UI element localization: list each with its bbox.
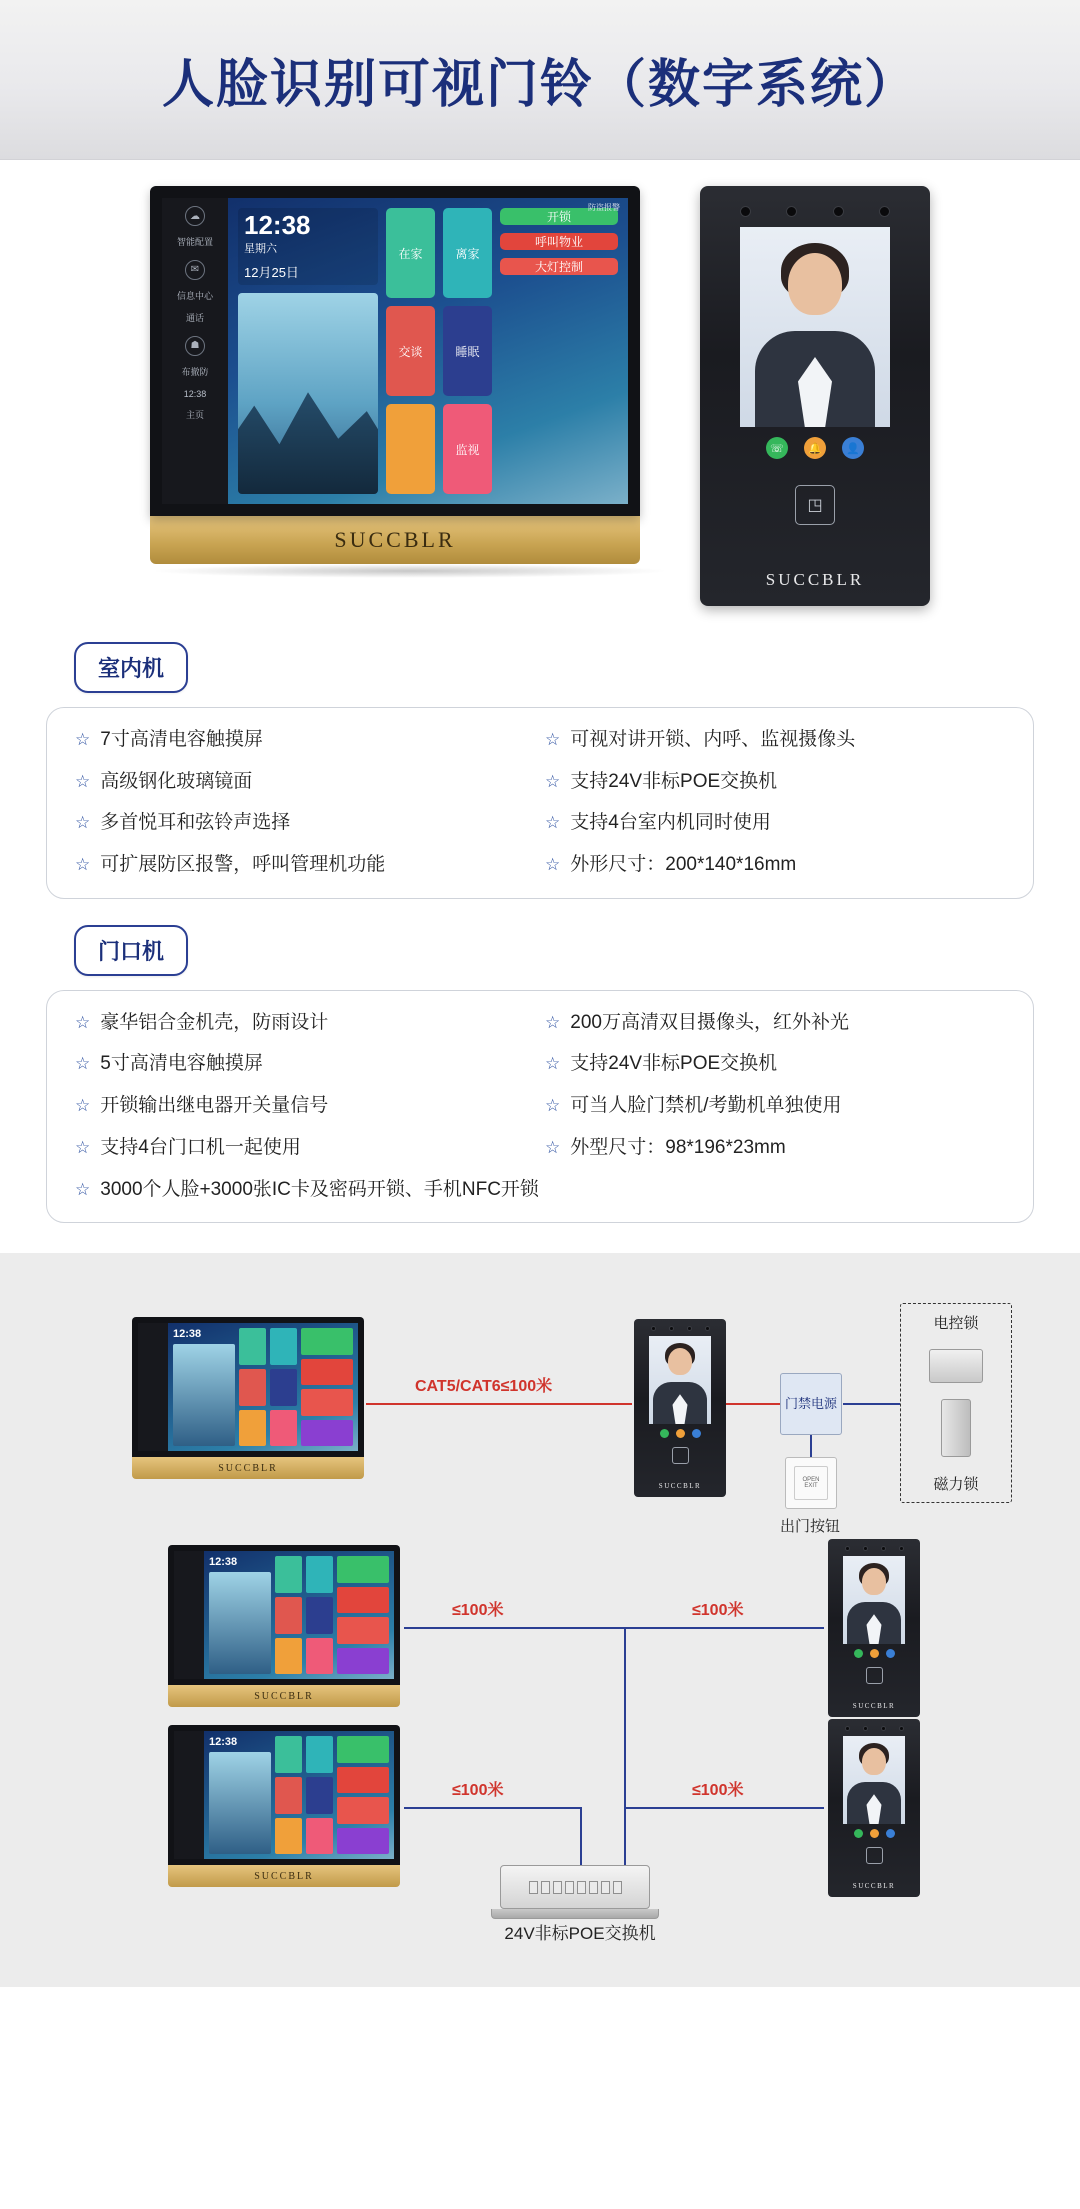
indoor-monitor-photo bbox=[150, 186, 640, 578]
spec-item bbox=[545, 728, 1005, 753]
star-icon: ☆ bbox=[75, 1012, 91, 1032]
diagram-tile bbox=[306, 1597, 333, 1634]
diagram-door-body bbox=[828, 1719, 920, 1897]
spec-text: 可当人脸门禁机/考勤机单独使用 bbox=[570, 1095, 842, 1117]
cable-line-lock bbox=[843, 1403, 903, 1405]
diagram-tile bbox=[337, 1617, 389, 1644]
spec-text: 支持24V非标POE交换机 bbox=[570, 770, 778, 792]
diagram-tile bbox=[337, 1736, 389, 1763]
diagram-tile bbox=[270, 1328, 297, 1365]
indoor-brand-label: SUCCBLR bbox=[150, 516, 640, 564]
nfc-reader-icon bbox=[866, 1667, 883, 1684]
diagram-indoor-screen bbox=[174, 1731, 394, 1859]
diagram-tile bbox=[275, 1556, 302, 1593]
ir-led-icon bbox=[740, 206, 751, 217]
diagram-door-brand: SUCCBLR bbox=[852, 1702, 896, 1711]
star-icon: ☆ bbox=[545, 855, 561, 875]
message-icon: ✉ bbox=[185, 260, 205, 280]
tile-talk[interactable]: 交谈 bbox=[386, 306, 435, 396]
diagram-clock: 12:38 bbox=[209, 1556, 238, 1569]
spec-item bbox=[75, 728, 535, 753]
cable-line-a-right bbox=[626, 1627, 824, 1629]
switch-port bbox=[541, 1881, 550, 1894]
tile-monitor[interactable]: 监视 bbox=[443, 404, 492, 494]
ir-led-icon bbox=[651, 1326, 656, 1331]
shield-icon: ☗ bbox=[185, 336, 205, 356]
indoor-monitor-body bbox=[150, 186, 640, 516]
diagram-indoor-screen bbox=[138, 1323, 358, 1451]
lock-electric-label: 电控锁 bbox=[933, 1315, 979, 1333]
camera-lens-icon bbox=[863, 1546, 868, 1551]
spec-text: 支持24V非标POE交换机 bbox=[570, 1053, 778, 1075]
camera-sensor-row bbox=[722, 206, 908, 217]
user-icon[interactable]: 👤 bbox=[842, 437, 864, 459]
sidebar-label-1: 信息中心 bbox=[176, 290, 213, 301]
spec-item bbox=[545, 1094, 1005, 1119]
diagram-door-body bbox=[634, 1319, 726, 1497]
diagram-door-station bbox=[634, 1319, 726, 1497]
spec-text: 开锁输出继电器开关量信号 bbox=[100, 1095, 329, 1117]
diagram-indoor-brand: SUCCBLR bbox=[168, 1685, 400, 1707]
clock-date: 12月25日 bbox=[244, 265, 299, 280]
switch-port bbox=[601, 1881, 610, 1894]
user-icon bbox=[692, 1429, 701, 1438]
diagram-tile bbox=[337, 1556, 389, 1583]
star-icon: ☆ bbox=[75, 1179, 91, 1199]
cable-label-2: ≤100米 bbox=[692, 1602, 744, 1620]
star-icon: ☆ bbox=[75, 1096, 91, 1116]
camera-lens-2-icon bbox=[833, 206, 844, 217]
star-icon: ☆ bbox=[545, 730, 561, 749]
lock-options-group bbox=[900, 1303, 1012, 1503]
spec-item bbox=[545, 1136, 1005, 1161]
diagram-action-column bbox=[301, 1328, 353, 1446]
tile-away[interactable]: 离家 bbox=[443, 208, 492, 298]
face-head-shape bbox=[862, 1748, 886, 1775]
star-icon: ☆ bbox=[75, 771, 91, 791]
spec-item bbox=[75, 853, 535, 878]
switch-port bbox=[529, 1881, 538, 1894]
nfc-reader-icon bbox=[866, 1847, 883, 1864]
diagram-tile bbox=[270, 1410, 297, 1447]
indoor-shadow bbox=[150, 564, 670, 578]
switch-port bbox=[565, 1881, 574, 1894]
camera-lens-icon bbox=[786, 206, 797, 217]
light-sensor-icon bbox=[705, 1326, 710, 1331]
nfc-reader-icon bbox=[672, 1447, 689, 1464]
clock-weekday: 星期六 bbox=[244, 243, 277, 255]
poe-switch-label: 24V非标POE交换机 bbox=[504, 1924, 656, 1944]
diagram-door-screen bbox=[843, 1556, 905, 1644]
nfc-reader-icon: ◳ bbox=[795, 485, 835, 525]
spec-item bbox=[75, 1052, 535, 1077]
diagram-tile bbox=[337, 1648, 389, 1675]
section-title-door: 门口机 bbox=[74, 925, 188, 976]
ir-led-icon bbox=[845, 1726, 850, 1731]
diagram-sensor-row bbox=[644, 1326, 716, 1331]
diagram-indoor-sidebar bbox=[138, 1323, 168, 1451]
exit-button-face: OPEN EXIT bbox=[794, 1466, 828, 1500]
diagram-indoor-body bbox=[168, 1545, 400, 1685]
diagram-tile bbox=[306, 1556, 333, 1593]
tile-light-control[interactable]: 大灯控制 bbox=[500, 258, 618, 275]
wallpaper-image bbox=[238, 293, 378, 494]
ir-led-icon bbox=[845, 1546, 850, 1551]
diagram-wallpaper bbox=[209, 1572, 271, 1674]
diagram-tile bbox=[301, 1420, 353, 1447]
diagram-door-icons bbox=[660, 1429, 701, 1438]
diagram-indoor-body bbox=[168, 1725, 400, 1865]
star-icon: ☆ bbox=[545, 1054, 561, 1074]
door-spec-list bbox=[46, 990, 1034, 1223]
light-sensor-icon bbox=[899, 1546, 904, 1551]
camera-lens-2-icon bbox=[687, 1326, 692, 1331]
diagram-indoor-monitor-a bbox=[168, 1545, 400, 1707]
diagram-tiles bbox=[275, 1736, 333, 1854]
diagram-indoor-main bbox=[204, 1731, 394, 1859]
diagram-door-screen bbox=[843, 1736, 905, 1824]
user-icon bbox=[886, 1829, 895, 1838]
diagram-tile bbox=[275, 1736, 302, 1773]
camera-lens-2-icon bbox=[881, 1726, 886, 1731]
spec-text: 可视对讲开锁、内呼、监视摄像头 bbox=[570, 729, 856, 750]
bell-icon[interactable]: 🔔 bbox=[804, 437, 826, 459]
poe-switch-device bbox=[500, 1865, 659, 1919]
indoor-screen-main bbox=[228, 198, 628, 504]
diagram-clock: 12:38 bbox=[209, 1736, 238, 1749]
diagram-clock-column bbox=[209, 1556, 271, 1674]
diagram-indoor-screen bbox=[174, 1551, 394, 1679]
star-icon: ☆ bbox=[545, 771, 561, 791]
diagram-indoor-main bbox=[204, 1551, 394, 1679]
product-photo-band bbox=[0, 160, 1080, 616]
diagram-tile bbox=[337, 1797, 389, 1824]
tile-unlock[interactable]: 开锁 bbox=[500, 208, 618, 225]
diagram-tiles bbox=[275, 1556, 333, 1674]
call-icon bbox=[854, 1649, 863, 1658]
diagram-tile bbox=[306, 1736, 333, 1773]
cable-label-cat5: CAT5/CAT6≤100米 bbox=[415, 1378, 553, 1396]
diagram-action-column bbox=[337, 1556, 389, 1674]
section-title-indoor: 室内机 bbox=[74, 642, 188, 693]
bell-icon bbox=[676, 1429, 685, 1438]
diagram-door-station-a bbox=[828, 1539, 920, 1717]
diagram-tile bbox=[337, 1828, 389, 1855]
wiring-diagram-band bbox=[0, 1253, 1080, 1987]
cable-label-1: ≤100米 bbox=[452, 1602, 504, 1620]
diagram-indoor-brand: SUCCBLR bbox=[132, 1457, 364, 1479]
clock-time: 12:38 bbox=[244, 210, 311, 240]
magnetic-lock-icon bbox=[941, 1399, 971, 1457]
light-sensor-icon bbox=[899, 1726, 904, 1731]
diagram-indoor-monitor bbox=[132, 1317, 364, 1479]
spec-item bbox=[545, 853, 1005, 878]
spec-item bbox=[75, 1136, 535, 1161]
cable-line-power bbox=[726, 1403, 780, 1405]
spec-text: 多首悦耳和弦铃声选择 bbox=[100, 812, 291, 834]
cable-line-b-right bbox=[626, 1807, 824, 1809]
tile-grid bbox=[386, 208, 492, 494]
diagram-tile bbox=[306, 1638, 333, 1675]
diagram-indoor-body bbox=[132, 1317, 364, 1457]
spec-item bbox=[75, 1094, 535, 1119]
poe-switch-body bbox=[500, 1865, 650, 1909]
spec-text: 5寸高清电容触摸屏 bbox=[100, 1053, 263, 1075]
cable-line-trunk-left bbox=[624, 1627, 626, 1753]
diagram-tile bbox=[275, 1638, 302, 1675]
spec-text: 豪华铝合金机壳，防雨设计 bbox=[100, 1011, 329, 1033]
spec-text: 支持4台门口机一起使用 bbox=[100, 1136, 301, 1158]
star-icon: ☆ bbox=[75, 813, 91, 833]
bell-icon bbox=[870, 1649, 879, 1658]
diagram-door-screen bbox=[649, 1336, 711, 1424]
star-icon: ☆ bbox=[75, 855, 91, 875]
spec-item bbox=[75, 1178, 1005, 1203]
diagram-wallpaper bbox=[173, 1344, 235, 1446]
exit-button-label: 出门按钮 bbox=[779, 1518, 840, 1536]
diagram-tile bbox=[275, 1777, 302, 1814]
diagram-tile bbox=[301, 1389, 353, 1416]
lock-magnetic-label: 磁力锁 bbox=[933, 1476, 979, 1494]
indoor-spec-list bbox=[46, 707, 1034, 899]
cable-line-down-b bbox=[580, 1807, 582, 1873]
diagram-tile bbox=[239, 1410, 266, 1447]
cable-line-cat5 bbox=[366, 1403, 632, 1405]
cable-line-a-left bbox=[404, 1627, 626, 1629]
diagram-tile bbox=[337, 1767, 389, 1794]
switch-port bbox=[589, 1881, 598, 1894]
diagram-tile bbox=[275, 1818, 302, 1855]
star-icon: ☆ bbox=[545, 1012, 561, 1032]
diagram-clock-column bbox=[209, 1736, 271, 1854]
spec-text: 高级钢化玻璃镜面 bbox=[100, 770, 253, 792]
diagram-tile bbox=[306, 1777, 333, 1814]
star-icon: ☆ bbox=[75, 730, 91, 749]
door-station-body bbox=[700, 186, 930, 606]
user-icon bbox=[886, 1649, 895, 1658]
tile-home[interactable]: 在家 bbox=[386, 208, 435, 298]
diagram-door-body bbox=[828, 1539, 920, 1717]
sidebar-label-3: 布撤防 bbox=[181, 366, 209, 377]
door-brand-label: SUCCBLR bbox=[765, 570, 865, 589]
diagram-tile bbox=[306, 1818, 333, 1855]
face-head-shape bbox=[668, 1348, 692, 1375]
spec-item bbox=[75, 770, 535, 795]
spec-item bbox=[75, 811, 535, 836]
diagram-clock-column bbox=[173, 1328, 235, 1446]
spec-item bbox=[545, 811, 1005, 836]
wiring-diagram-single bbox=[0, 1287, 1080, 1536]
diagram-tile bbox=[239, 1369, 266, 1406]
spec-item bbox=[75, 1011, 535, 1036]
access-power-supply: 门禁电源 bbox=[780, 1373, 842, 1435]
switch-port-row bbox=[529, 1881, 622, 1894]
star-icon: ☆ bbox=[545, 813, 561, 833]
spec-text: 外型尺寸：98*196*23mm bbox=[570, 1136, 786, 1158]
call-icon bbox=[854, 1829, 863, 1838]
call-icon bbox=[660, 1429, 669, 1438]
diagram-indoor-brand: SUCCBLR bbox=[168, 1865, 400, 1887]
diagram-door-icons bbox=[854, 1649, 895, 1658]
sidebar-label-home: 主页 bbox=[185, 410, 204, 421]
door-icon-row bbox=[766, 437, 864, 459]
indoor-screen-sidebar bbox=[162, 198, 228, 504]
switch-port bbox=[613, 1881, 622, 1894]
spec-text: 7寸高清电容触摸屏 bbox=[100, 729, 263, 750]
diagram-tiles bbox=[239, 1328, 297, 1446]
face-head-shape bbox=[788, 253, 842, 315]
sidebar-label-0: 智能配置 bbox=[176, 237, 213, 247]
diagram-action-column bbox=[337, 1736, 389, 1854]
cable-label-3: ≤100米 bbox=[452, 1782, 504, 1800]
diagram-clock: 12:38 bbox=[173, 1328, 202, 1341]
diagram-door-brand: SUCCBLR bbox=[658, 1482, 702, 1491]
diagram-tile bbox=[337, 1587, 389, 1614]
switch-port bbox=[577, 1881, 586, 1894]
diagram-indoor-monitor-b bbox=[168, 1725, 400, 1887]
diagram-wallpaper bbox=[209, 1752, 271, 1854]
diagram-tile bbox=[239, 1328, 266, 1365]
action-column bbox=[500, 208, 618, 494]
poe-switch-base bbox=[491, 1909, 659, 1919]
diagram-indoor-main bbox=[168, 1323, 358, 1451]
status-badge: 防盗报警 bbox=[588, 203, 620, 212]
light-sensor-icon bbox=[879, 206, 890, 217]
diagram-door-station-b bbox=[828, 1719, 920, 1897]
star-icon: ☆ bbox=[75, 1054, 91, 1074]
diagram-sensor-row bbox=[838, 1726, 910, 1731]
cable-line-down-a bbox=[624, 1753, 626, 1873]
cable-line-b-left bbox=[404, 1807, 582, 1809]
cable-label-4: ≤100米 bbox=[692, 1782, 744, 1800]
diagram-tile bbox=[301, 1328, 353, 1355]
cloud-icon: ☁ bbox=[185, 206, 205, 226]
camera-lens-2-icon bbox=[881, 1546, 886, 1551]
clock-column bbox=[238, 208, 378, 494]
face-head-shape bbox=[862, 1568, 886, 1595]
page-title: 人脸识别可视门铃（数字系统） bbox=[161, 54, 918, 115]
star-icon: ☆ bbox=[545, 1096, 561, 1116]
star-icon: ☆ bbox=[75, 1137, 91, 1157]
spec-text: 外形尺寸：200*140*16mm bbox=[570, 854, 797, 876]
door-station-photo bbox=[700, 186, 930, 606]
spec-text: 3000个人脸+3000张IC卡及密码开锁、手机NFC开锁 bbox=[100, 1178, 539, 1200]
diagram-door-icons bbox=[854, 1829, 895, 1838]
spec-item bbox=[545, 770, 1005, 795]
star-icon: ☆ bbox=[545, 1137, 561, 1157]
call-icon[interactable]: ☏ bbox=[766, 437, 788, 459]
spec-item bbox=[545, 1011, 1005, 1036]
spec-text: 支持4台室内机同时使用 bbox=[570, 812, 771, 834]
diagram-tile bbox=[301, 1359, 353, 1386]
clock-card bbox=[238, 208, 378, 285]
door-spec-section bbox=[0, 899, 1080, 1223]
diagram-door-brand: SUCCBLR bbox=[852, 1882, 896, 1891]
spec-text: 可扩展防区报警，呼叫管理机功能 bbox=[100, 854, 386, 876]
cable-line-exit bbox=[810, 1435, 812, 1457]
tile-extra-1[interactable] bbox=[386, 404, 435, 494]
bell-icon bbox=[870, 1829, 879, 1838]
diagram-tile bbox=[275, 1597, 302, 1634]
door-station-screen bbox=[740, 227, 890, 427]
camera-lens-icon bbox=[863, 1726, 868, 1731]
tile-sleep[interactable]: 睡眠 bbox=[443, 306, 492, 396]
page-header bbox=[0, 0, 1080, 160]
tile-call-property[interactable]: 呼叫物业 bbox=[500, 233, 618, 250]
diagram-indoor-sidebar bbox=[174, 1551, 204, 1679]
electric-lock-icon bbox=[929, 1349, 983, 1383]
diagram-indoor-sidebar bbox=[174, 1731, 204, 1859]
indoor-monitor-screen bbox=[162, 198, 628, 504]
wiring-diagram-multi bbox=[0, 1527, 1080, 1947]
switch-port bbox=[553, 1881, 562, 1894]
sidebar-label-2: 通话 bbox=[185, 312, 204, 323]
spec-text: 200万高清双目摄像头，红外补光 bbox=[570, 1011, 849, 1033]
sidebar-clock: 12:38 bbox=[183, 388, 207, 399]
diagram-tile bbox=[270, 1369, 297, 1406]
exit-button-device[interactable] bbox=[785, 1457, 837, 1509]
camera-lens-icon bbox=[669, 1326, 674, 1331]
diagram-sensor-row bbox=[838, 1546, 910, 1551]
indoor-spec-section bbox=[0, 616, 1080, 899]
spec-item bbox=[545, 1052, 1005, 1077]
